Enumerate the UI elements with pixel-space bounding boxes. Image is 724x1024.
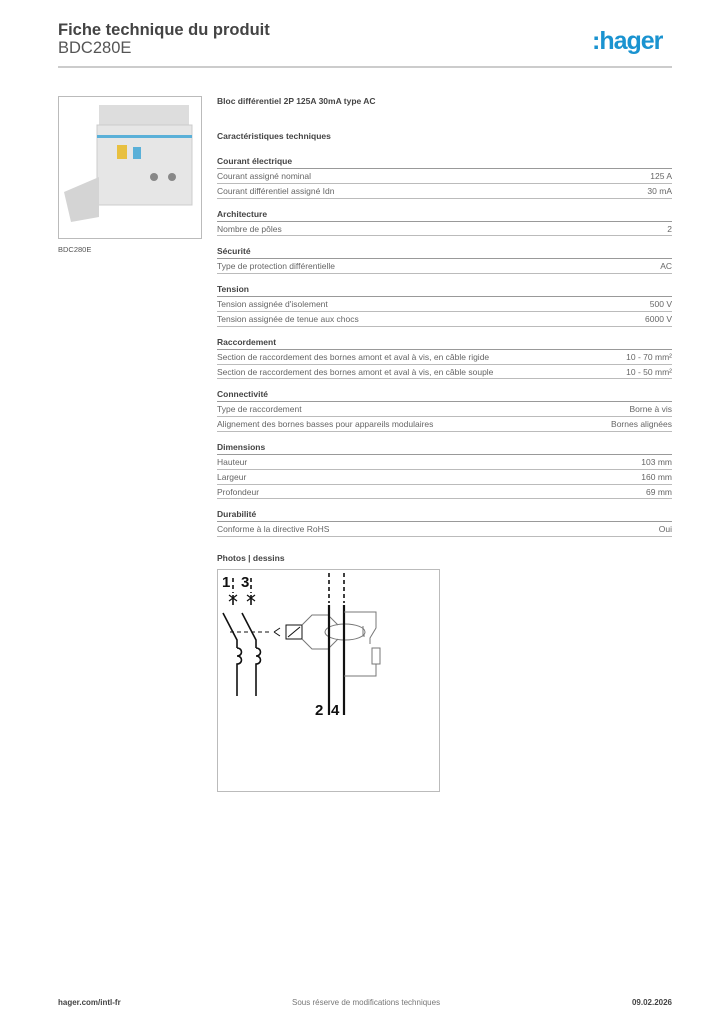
spec-row xyxy=(217,365,672,380)
spec-section xyxy=(217,508,672,537)
spec-row xyxy=(217,485,672,500)
spec-value: 103 mm xyxy=(641,456,672,467)
footer-site-link[interactable]: hager.com/intl-fr xyxy=(58,998,121,1007)
characteristics-heading: Caractéristiques techniques xyxy=(217,131,331,141)
spec-row xyxy=(217,312,672,327)
terminal-label: 4 xyxy=(331,702,340,720)
terminal-label: 3 xyxy=(241,574,250,592)
product-code: BDC280E xyxy=(58,39,132,57)
wiring-diagram xyxy=(217,569,440,792)
hager-logo: :hager xyxy=(592,27,663,55)
spec-label: Section de raccordement des bornes amont et aval à vis, en câble rigide xyxy=(217,351,490,362)
section-title: Connectivité xyxy=(217,388,672,402)
terminal-label: 2 xyxy=(315,702,324,720)
spec-value: 160 mm xyxy=(641,471,672,482)
spec-row xyxy=(217,402,672,417)
spec-section xyxy=(217,441,672,499)
spec-row xyxy=(217,169,672,184)
spec-label: Type de protection différentielle xyxy=(217,261,335,272)
spec-value: Oui xyxy=(658,524,672,535)
spec-label: Hauteur xyxy=(217,456,248,467)
spec-value: 10 - 50 mm² xyxy=(626,366,672,377)
spec-value: AC xyxy=(660,261,672,272)
spec-section xyxy=(217,388,672,432)
spec-section xyxy=(217,245,672,274)
spec-value: Bornes alignées xyxy=(611,419,672,430)
product-name: Bloc différentiel 2P 125A 30mA type AC xyxy=(217,96,376,106)
spec-row xyxy=(217,470,672,485)
spec-section xyxy=(217,208,672,237)
section-title: Sécurité xyxy=(217,245,672,259)
spec-label: Largeur xyxy=(217,471,247,482)
photo-caption: BDC280E xyxy=(58,245,92,254)
spec-value: 10 - 70 mm² xyxy=(626,351,672,362)
spec-row xyxy=(217,417,672,432)
spec-label: Courant assigné nominal xyxy=(217,171,312,181)
spec-row xyxy=(217,259,672,274)
page-title: Fiche technique du produit xyxy=(58,21,270,39)
photos-heading: Photos | dessins xyxy=(217,553,285,564)
spec-value: 6000 V xyxy=(645,313,672,324)
spec-label: Alignement des bornes basses pour appareils modulaires xyxy=(217,419,434,430)
section-title: Architecture xyxy=(217,208,672,222)
spec-value: 125 A xyxy=(650,171,672,181)
spec-row xyxy=(217,297,672,312)
spec-label: Courant différentiel assigné Idn xyxy=(217,185,335,196)
footer-date: 09.02.2026 xyxy=(631,998,672,1007)
spec-section xyxy=(217,155,672,199)
spec-label: Tension assignée de tenue aux chocs xyxy=(217,313,359,324)
section-title: Tension xyxy=(217,283,672,297)
spec-row xyxy=(217,184,672,199)
spec-column xyxy=(217,96,672,792)
header-divider xyxy=(58,66,672,68)
spec-value: 30 mA xyxy=(647,185,672,196)
spec-label: Section de raccordement des bornes amont et aval à vis, en câble souple xyxy=(217,366,494,377)
spec-value: 500 V xyxy=(649,299,672,310)
spec-row xyxy=(217,522,672,537)
section-title: Dimensions xyxy=(217,441,672,455)
spec-row xyxy=(217,222,672,237)
spec-label: Nombre de pôles xyxy=(217,223,282,234)
spec-label: Conforme à la directive RoHS xyxy=(217,524,330,535)
footer-notice: Sous réserve de modifications techniques xyxy=(292,998,441,1007)
spec-section xyxy=(217,336,672,380)
spec-label: Type de raccordement xyxy=(217,404,302,415)
spec-value: 2 xyxy=(667,223,672,234)
spec-sections xyxy=(217,155,672,537)
spec-value: 69 mm xyxy=(646,486,672,497)
spec-label: Profondeur xyxy=(217,486,260,497)
spec-label: Tension assignée d'isolement xyxy=(217,299,328,310)
section-title: Raccordement xyxy=(217,336,672,350)
spec-section xyxy=(217,283,672,327)
section-title: Courant électrique xyxy=(217,155,672,169)
spec-value: Borne à vis xyxy=(629,404,672,415)
section-title: Durabilité xyxy=(217,508,672,522)
spec-row xyxy=(217,455,672,470)
product-photo xyxy=(58,96,202,239)
spec-row xyxy=(217,350,672,365)
terminal-label: 1 xyxy=(222,574,231,592)
